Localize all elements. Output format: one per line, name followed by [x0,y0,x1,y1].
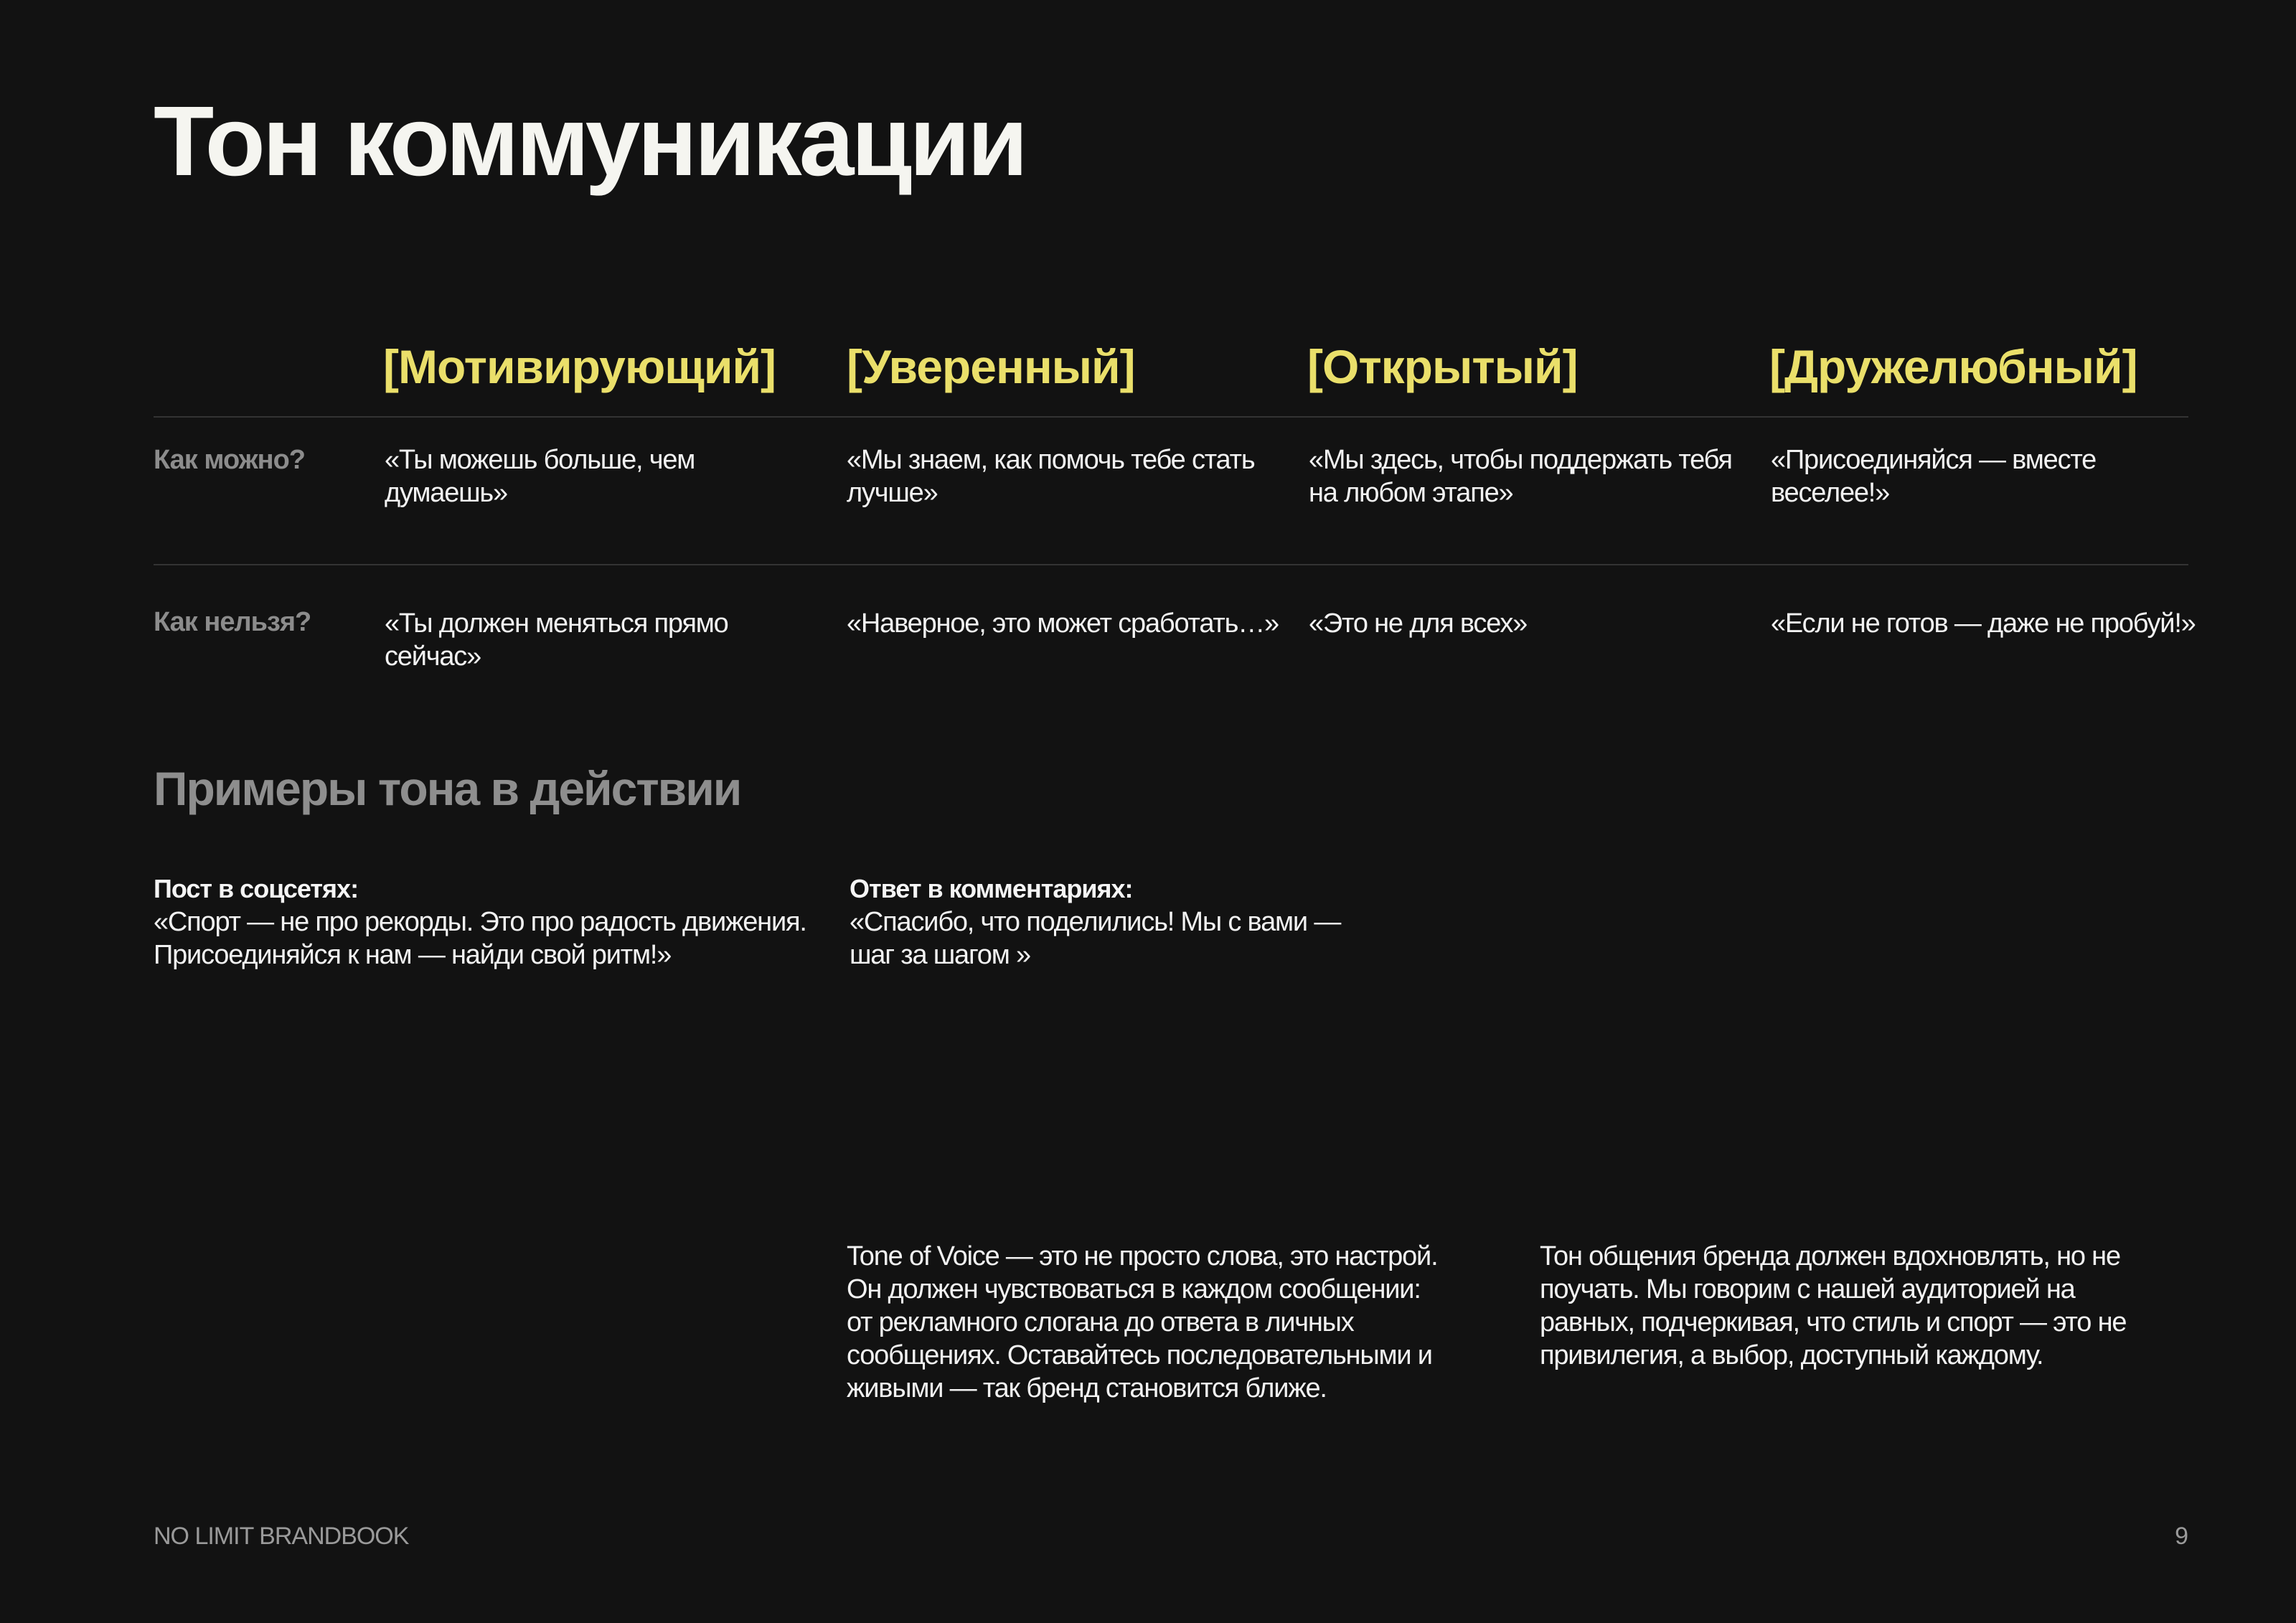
example-social-post-title: Пост в соцсетях: [154,874,359,903]
tone-column-friendly: [Дружелюбный] [1769,340,2137,393]
tone-column-motivating: [Мотивирующий] [383,340,776,393]
tone-column-confident: [Уверенный] [847,340,1135,393]
cell-do-friendly: «Присоединяйся — вместе веселее!» [1771,445,2097,508]
row-label-do: Как можно? [154,445,306,475]
cell-do-motivating: «Ты можешь больше, чем думаешь» [385,445,695,508]
paragraph-brand-communication: Тон общения бренда должен вдохновлять, но не поучать. Мы говорим с нашей аудиторией на равных, подчеркивая, что стиль и спорт — это не привилегия, а выбор, доступный каждому. [1540,1241,2127,1370]
cell-dont-open: «Это не для всех» [1309,608,1528,639]
footer-brand: NO LIMIT BRANDBOOK [154,1523,409,1550]
example-social-post [154,872,814,972]
example-social-post-text: «Спорт — не про рекорды. Это про радость движения. Присоединяйся к нам — найди свой ритм!» [154,907,806,970]
example-comment-reply-title: Ответ в комментариях: [850,874,1133,903]
examples-section-title: Примеры тона в действии [154,762,741,815]
table-divider-top [154,416,2188,418]
cell-dont-confident: «Наверное, это может сработать…» [847,608,1279,639]
example-comment-reply [850,872,1380,972]
table-divider-middle [154,564,2188,565]
tone-column-open: [Открытый] [1307,340,1578,393]
cell-dont-friendly: «Если не готов — даже не пробуй!» [1771,608,2196,639]
cell-do-open: «Мы здесь, чтобы поддержать тебя на любом этапе» [1309,445,1732,508]
row-label-dont: Как нельзя? [154,607,311,637]
example-comment-reply-text: «Спасибо, что поделились! Мы с вами — шаг за шагом » [850,907,1341,970]
paragraph-tone-of-voice: Tone of Voice — это не просто слова, это настрой. Он должен чувствоваться в каждом сообщении: от рекламного слогана до ответа в личных сообщениях. Оставайтесь последовательными и живыми — так бренд становится ближе. [847,1241,1438,1403]
page-number: 9 [2175,1523,2188,1550]
cell-dont-motivating: «Ты должен меняться прямо сейчас» [385,608,728,672]
cell-do-confident: «Мы знаем, как помочь тебе стать лучше» [847,445,1255,508]
page-title: Тон коммуникации [154,86,1025,197]
